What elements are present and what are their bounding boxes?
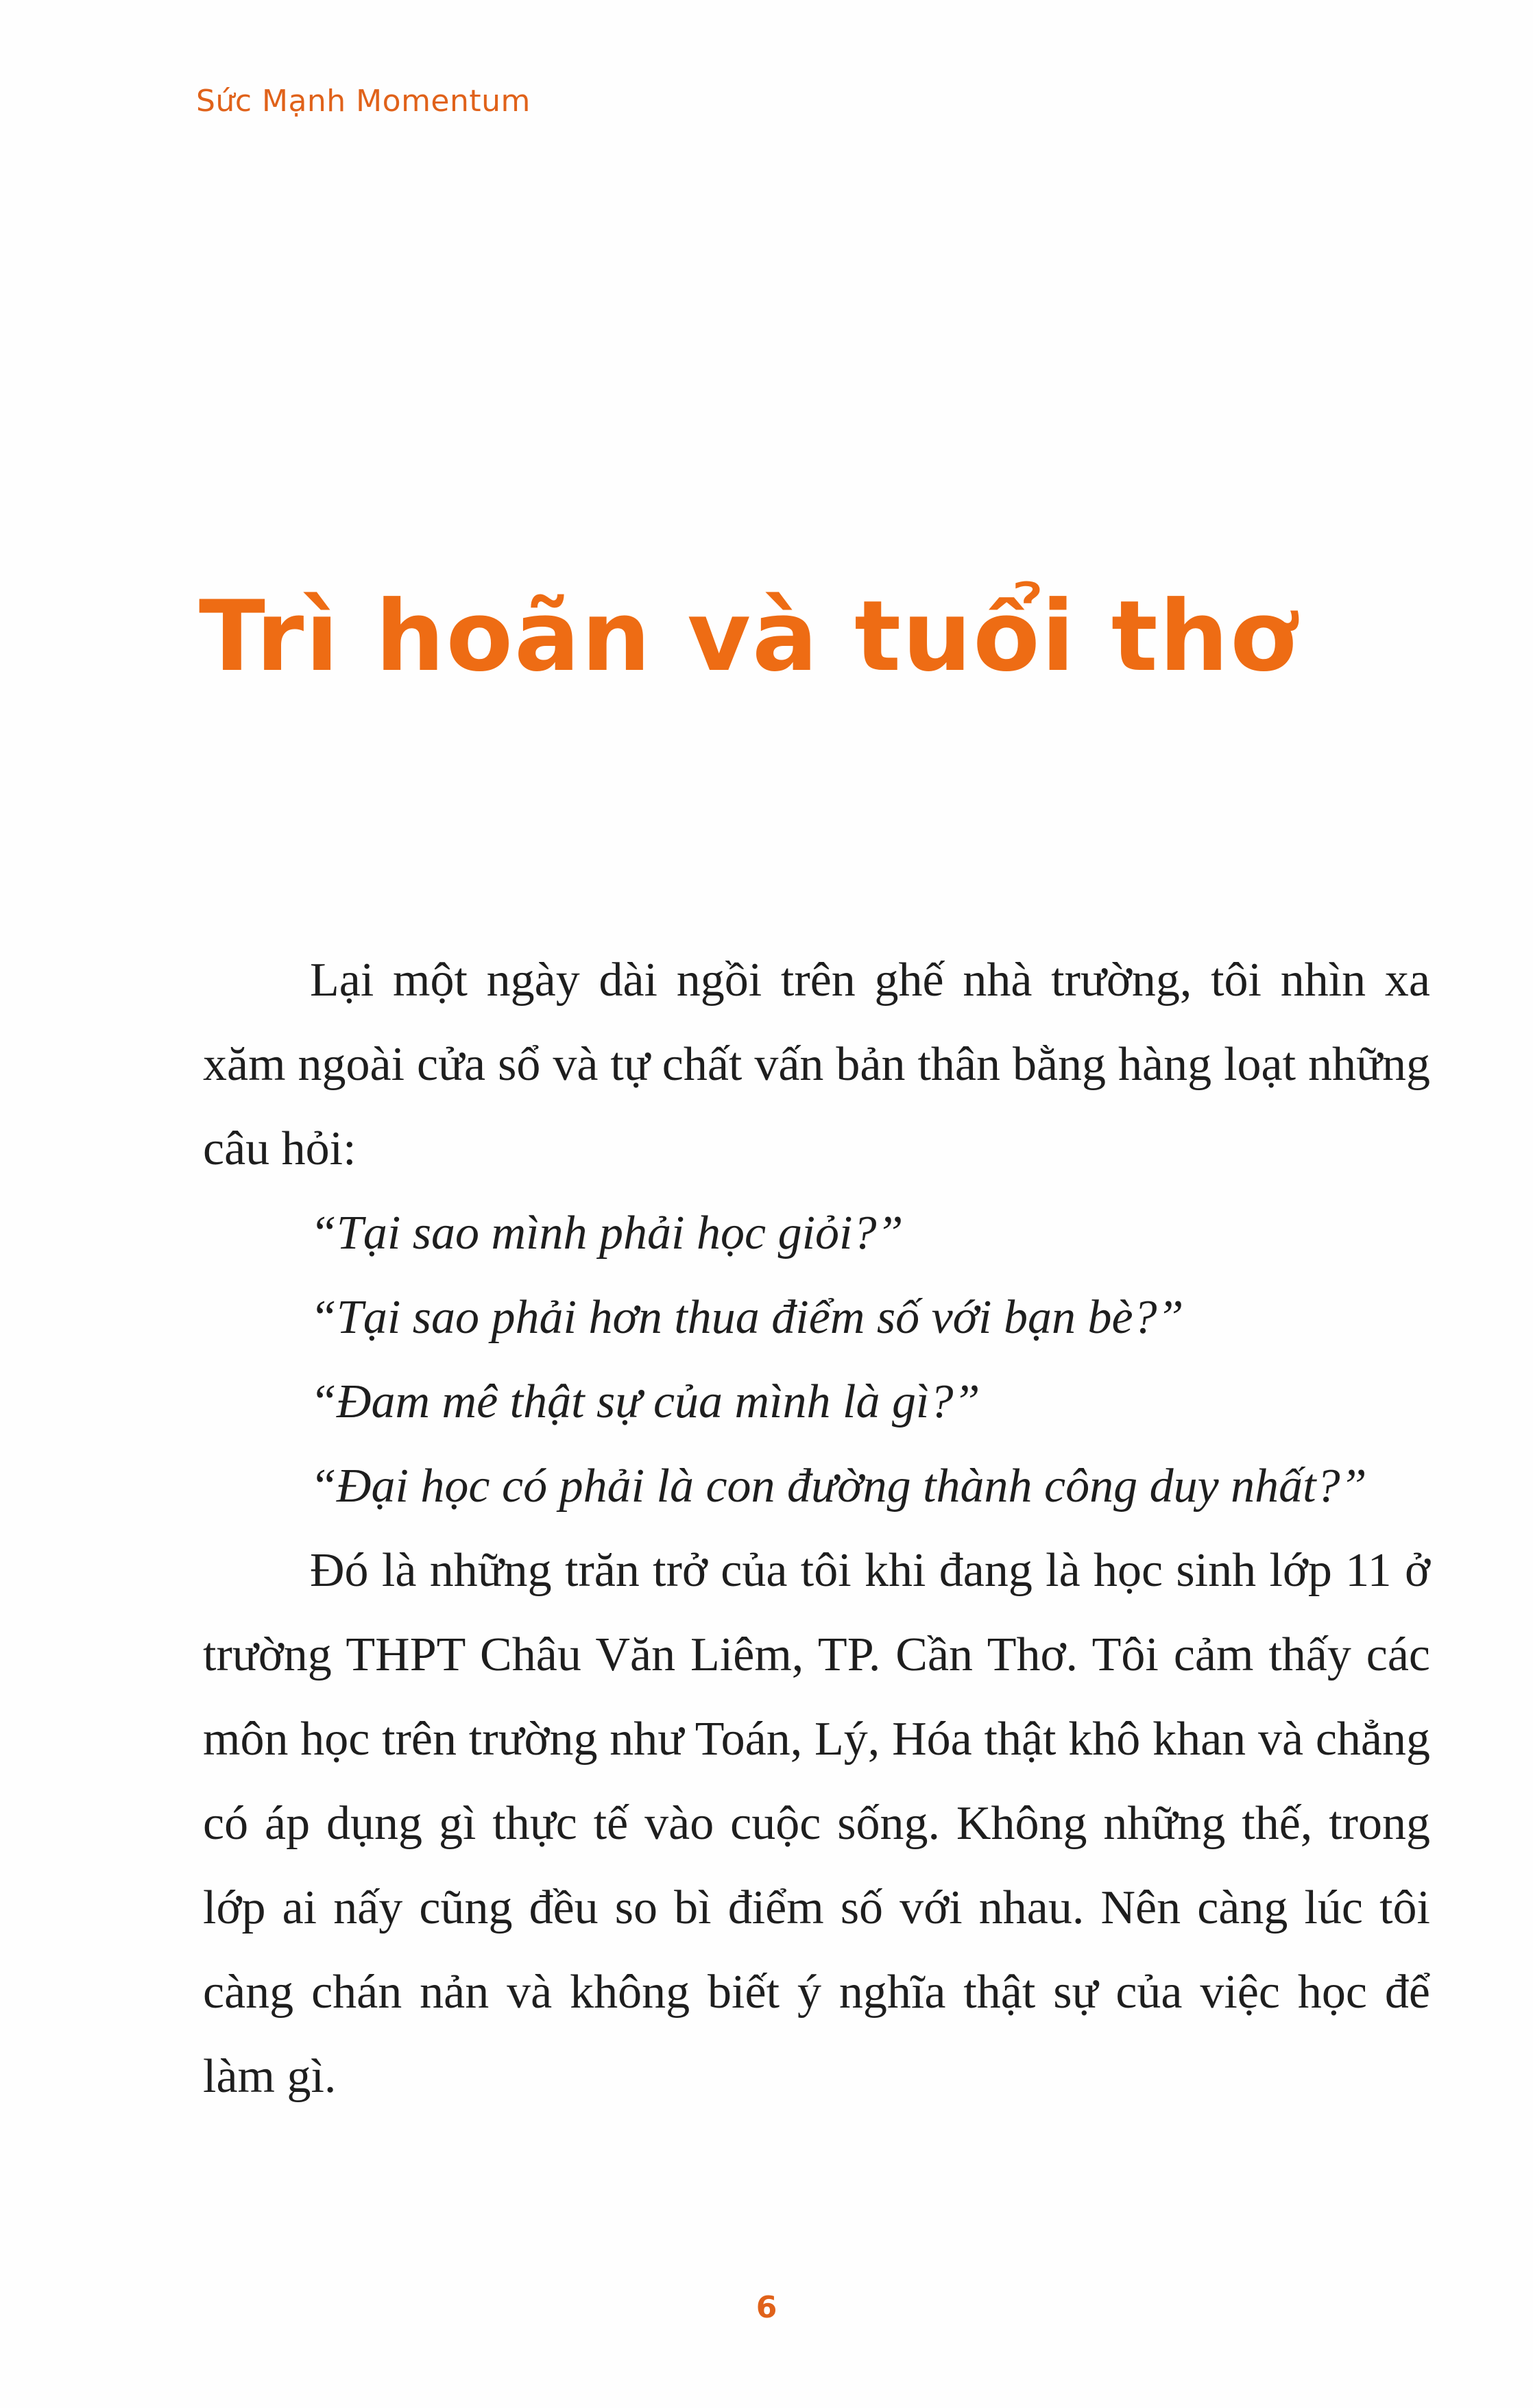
closing-paragraph: Đó là những trăn trở của tôi khi đang là học sinh lớp 11 ở trường THPT Châu Văn Liêm, TP. Cần Thơ. Tôi cảm thấy các môn học trên trường như Toán, Lý, Hóa thật khô khan và chẳng có áp dụng gì thực tế vào cuộc sống. Không những thế, trong lớp ai nấy cũng đều so bì điểm số với nhau. Nên càng lúc tôi càng chán nản và không biết ý nghĩa thật sự của việc học để làm gì. — [203, 1544, 1430, 2103]
question-line: “Đam mê thật sự của mình là gì?” — [310, 1375, 980, 1428]
question-line: “Tại sao phải hơn thua điểm số với bạn bè?” — [310, 1291, 1184, 1344]
running-header-book-title: Sức Mạnh Momentum — [196, 84, 531, 119]
intro-paragraph: Lại một ngày dài ngồi trên ghế nhà trường, tôi nhìn xa xăm ngoài cửa sổ và tự chất vấn bản thân bằng hàng loạt những câu hỏi: — [203, 954, 1430, 1175]
question-line: “Tại sao mình phải học giỏi?” — [310, 1207, 904, 1260]
question-line: “Đại học có phải là con đường thành công duy nhất?” — [310, 1460, 1367, 1513]
chapter-body — [203, 938, 1430, 2119]
page-number: 6 — [756, 2290, 777, 2325]
chapter-title: Trì hoãn và tuổi thơ — [199, 580, 1299, 693]
